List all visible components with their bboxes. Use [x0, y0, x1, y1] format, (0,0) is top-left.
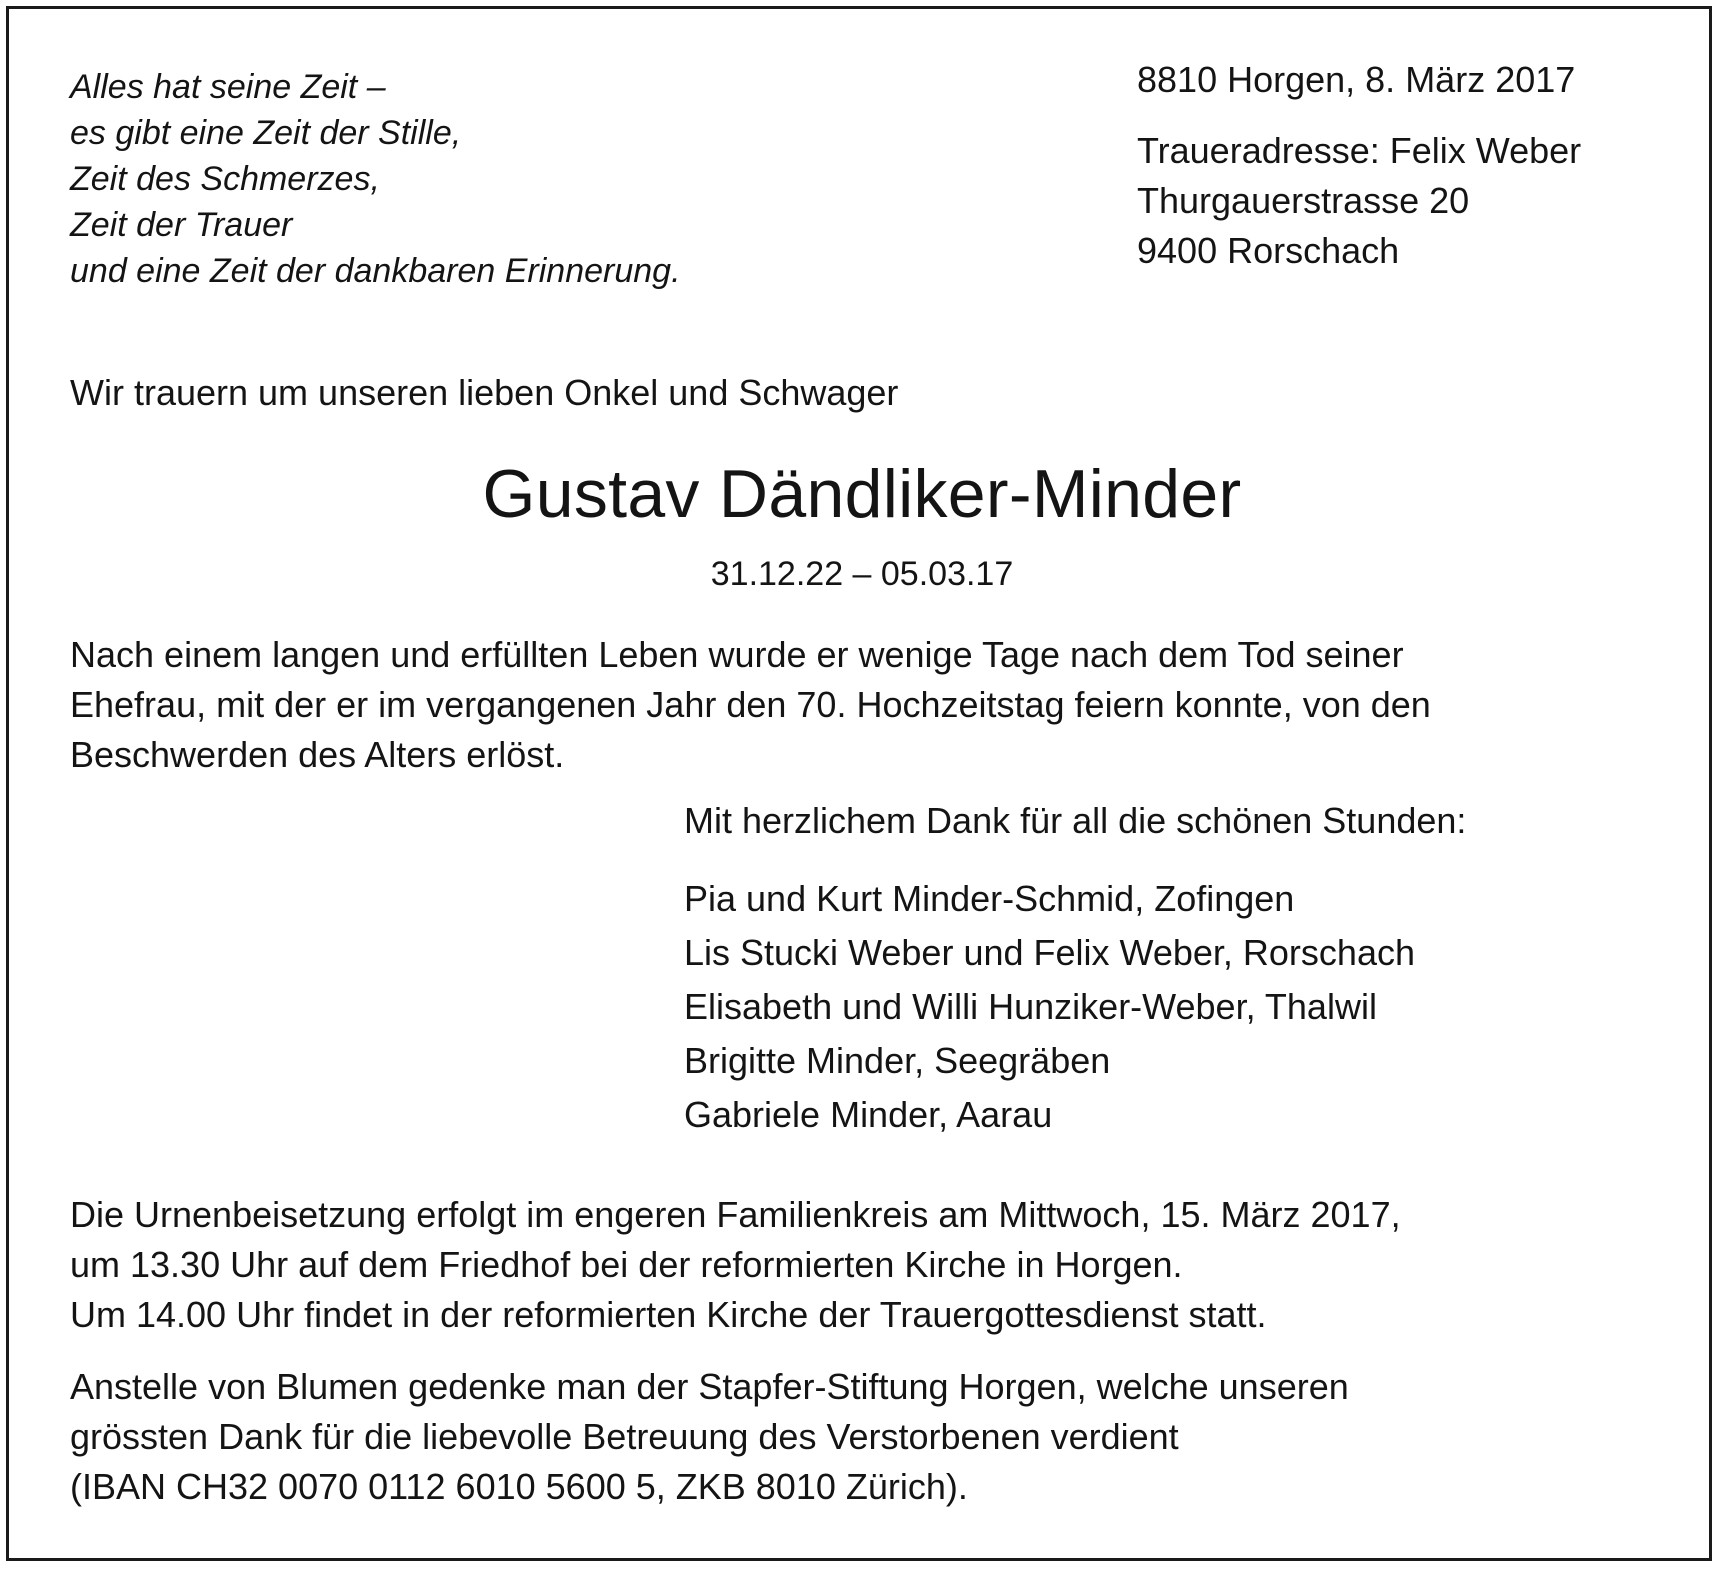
paragraph-line: (IBAN CH32 0070 0112 6010 5600 5, ZKB 8010 Zürich). [70, 1466, 968, 1507]
mourner-entry: Brigitte Minder, Seegräben [684, 1040, 1111, 1081]
paragraph-line: Um 14.00 Uhr findet in der reformierten Kirche der Trauergottesdienst statt. [70, 1294, 1267, 1335]
paragraph-line: grössten Dank für die liebevolle Betreuung des Verstorbenen verdient [70, 1416, 1179, 1457]
motto-line: Zeit des Schmerzes, [70, 160, 380, 198]
motto-line: und eine Zeit der dankbaren Erinnerung. [70, 252, 681, 290]
motto-line: es gibt eine Zeit der Stille, [70, 114, 462, 152]
life-dates: 31.12.22 – 05.03.17 [710, 555, 1014, 593]
tribute-paragraph [70, 630, 1431, 780]
mourner-entry: Lis Stucki Weber und Felix Weber, Rorschach [684, 932, 1415, 973]
paragraph-line: Die Urnenbeisetzung erfolgt im engeren Familienkreis am Mittwoch, 15. März 2017, [70, 1194, 1401, 1235]
intro-line: Wir trauern um unseren lieben Onkel und Schwager [70, 372, 899, 413]
address-line: 9400 Rorschach [1137, 230, 1400, 271]
motto-line: Alles hat seine Zeit – [70, 68, 386, 106]
deceased-name: Gustav Dändliker-Minder [482, 456, 1242, 532]
thanks-line: Mit herzlichem Dank für all die schönen Stunden: [684, 800, 1467, 841]
mourning-address-block [1137, 58, 1581, 276]
paragraph-line: um 13.30 Uhr auf dem Friedhof bei der reformierten Kirche in Horgen. [70, 1244, 1183, 1285]
address [1137, 126, 1581, 276]
mourner-entry: Gabriele Minder, Aarau [684, 1094, 1053, 1135]
address-line: Traueradresse: Felix Weber [1137, 130, 1582, 171]
paragraph-line: Anstelle von Blumen gedenke man der Stapfer-Stiftung Horgen, welche unseren [70, 1366, 1349, 1407]
motto-verse [70, 64, 681, 294]
paragraph-line: Beschwerden des Alters erlöst. [70, 734, 565, 775]
place-date: 8810 Horgen, 8. März 2017 [1137, 59, 1576, 100]
paragraph-line: Ehefrau, mit der er im vergangenen Jahr den 70. Hochzeitstag feiern konnte, von den [70, 684, 1431, 725]
mourners-list [684, 872, 1415, 1142]
paragraph-line: Nach einem langen und erfüllten Leben wurde er wenige Tage nach dem Tod seiner [70, 634, 1404, 675]
mourner-entry: Pia und Kurt Minder-Schmid, Zofingen [684, 878, 1295, 919]
address-line: Thurgauerstrasse 20 [1137, 180, 1470, 221]
donation-paragraph [70, 1362, 1349, 1512]
motto-line: Zeit der Trauer [70, 206, 293, 244]
funeral-paragraph [70, 1190, 1401, 1340]
mourner-entry: Elisabeth und Willi Hunziker-Weber, Thalwil [684, 986, 1377, 1027]
